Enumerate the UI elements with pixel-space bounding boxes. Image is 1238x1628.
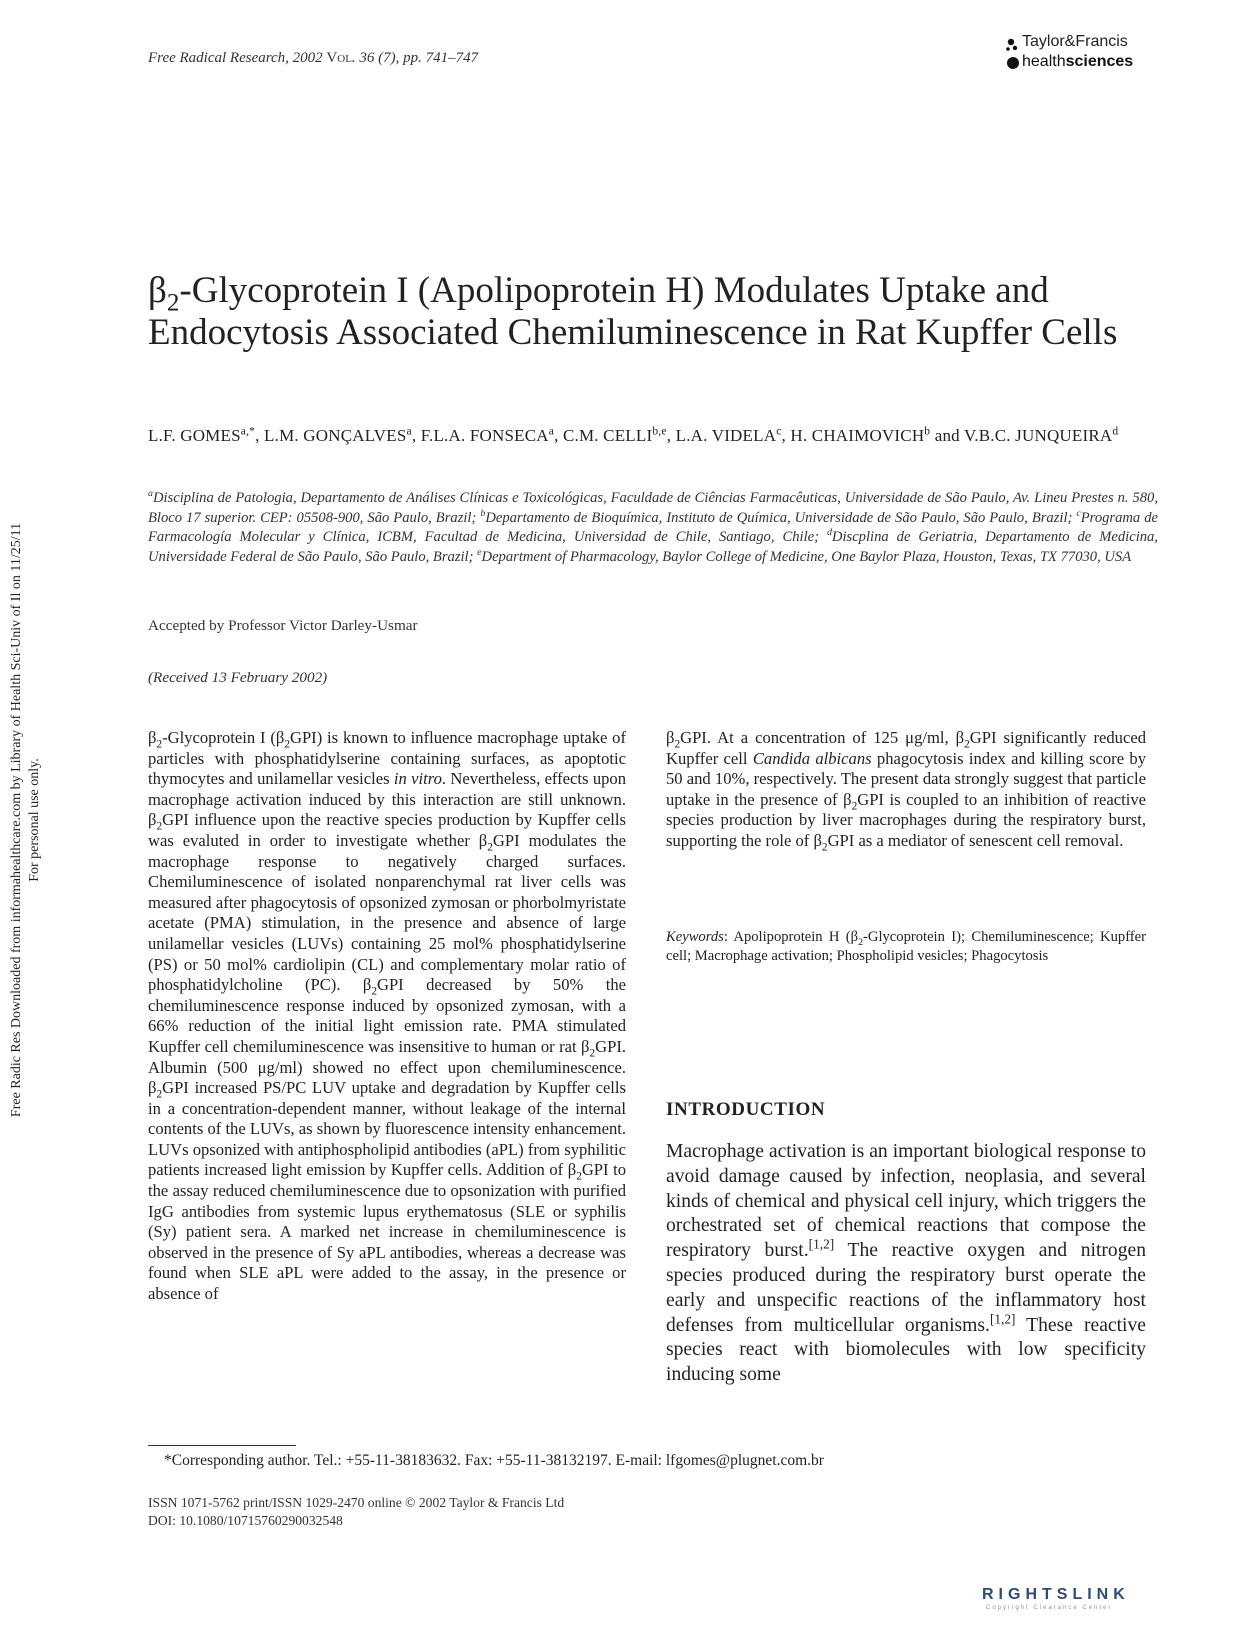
doi-line: DOI: 10.1080/10715760290032548 bbox=[148, 1513, 343, 1528]
section-heading-introduction: INTRODUCTION bbox=[666, 1099, 826, 1120]
affil-mark: a bbox=[148, 488, 153, 500]
affiliation-a: Disciplina de Patologia, Departamento de Análises Clínicas e Toxicológicas, Faculdade de Ciências Farmacêuticas, Universidade de São Paulo, Av. Lineu Prestes n. 580, Bloco 17 superior. CEP: 05508-900, São Paulo, Brazil; bbox=[148, 490, 1158, 526]
publisher-imprint bbox=[1022, 53, 1133, 71]
publisher-logo bbox=[1004, 32, 1164, 76]
download-notice-line1: Free Radic Res Downloaded from informahealthcare.com by Library of Health Sci-Univ of Il on 11/25/11 bbox=[9, 522, 24, 1118]
received-date: (Received 13 February 2002) bbox=[148, 669, 328, 686]
footnote-rule bbox=[148, 1445, 296, 1446]
introduction-text: Macrophage activation is an important biological response to avoid damage caused by infection, neoplasia, and several kinds of chemical and physical cell injury, which triggers the orchestrated set of chemical reactions that compose the respiratory burst.[1,2] The reactive oxygen and nitrogen species produced during the respiratory burst operate the early and unspecific reactions of the inflammatory host defenses from multicellular organisms.[1,2] These reactive species react with biomolecules with low specificity inducing some bbox=[666, 1141, 1146, 1386]
download-notice-text bbox=[8, 523, 44, 1117]
affiliation-d: Discplina de Geriatria, Departamento de Medicina, Universidade Federal de São Paulo, São Paulo, Brazil; bbox=[148, 529, 1159, 565]
journal-name: Free Radical Research bbox=[148, 50, 286, 66]
author-name: , F.L.A. FONSECA bbox=[411, 426, 549, 445]
author-name: , L.M. GONÇALVES bbox=[255, 426, 407, 445]
author-affil-mark: a bbox=[548, 424, 555, 438]
publisher-logo-icon bbox=[1004, 36, 1022, 72]
affiliation-b: Departamento de Bioquímica, Instituto de Química, Universidade de São Paulo, São Paulo, Brazil; bbox=[485, 509, 1077, 526]
author-affil-mark: b,e bbox=[652, 424, 667, 438]
author-affil-mark: a,* bbox=[240, 424, 256, 438]
author-name: , H. CHAIMOVICH bbox=[781, 426, 925, 445]
article-title bbox=[148, 270, 1158, 354]
publisher-name: Taylor&Francis bbox=[1022, 33, 1128, 50]
author-affil-mark: c bbox=[776, 424, 782, 438]
keywords-text: : Apolipoprotein H ($\beta_2$-Glycoprotein I); Chemiluminescence; Kupffer cell; Macrophage activation; Phospholipid vesicles; Phagocytosis bbox=[666, 929, 1146, 964]
publisher-imprint-b: sciences bbox=[1065, 53, 1134, 70]
keywords bbox=[666, 928, 1146, 965]
keywords-label: Keywords bbox=[666, 929, 724, 945]
affil-mark: b bbox=[480, 507, 486, 519]
affil-mark: c bbox=[1076, 507, 1081, 519]
rightslink-logo bbox=[982, 1586, 1192, 1616]
author-affil-mark: a bbox=[406, 424, 412, 438]
author-affil-mark: d bbox=[1112, 424, 1119, 438]
journal-volume-label: Vol bbox=[326, 50, 352, 66]
author-list bbox=[148, 425, 1148, 446]
author-name: L.F. GOMES bbox=[148, 426, 241, 445]
author-name: , L.A. VIDELA bbox=[666, 426, 777, 445]
abstract-right-column: $\beta_2GPI$. At a concentration of 125 μg/ml, $\beta_2GPI$ significantly reduced Kupffer cell Candida albicans phagocytosis index and killing score by 50 and 10%, respectively. The present data strongly suggest that particle uptake in the presence of $\beta_2GPI$ is coupled to an inhibition of reactive species production by liver macrophages during the respiratory burst, supporting the role of $\beta_2GPI$ as a mediator of senescent cell removal. bbox=[666, 728, 1146, 854]
author-affil-mark: b bbox=[924, 424, 931, 438]
journal-year: , 2002 bbox=[285, 50, 327, 66]
download-notice-line2: For personal use only. bbox=[27, 758, 42, 882]
publisher-imprint-a: health bbox=[1022, 53, 1066, 70]
abstract-left-column: $\beta_2$-Glycoprotein I $(\beta_2GPI)$ is known to influence macrophage uptake of particles with phosphatidylserine containing surfaces, as apoptotic thymocytes and unilamellar vesicles in vitro. Nevertheless, effects upon macrophage activation induced by this interaction are still unknown. $\beta_2GPI$ influence upon the reactive species production by Kupffer cells was evaluted in order to investigate whether $\beta_2GPI$ modulates the macrophage response to negatively charged surfaces. Chemiluminescence of isolated nonparenchymal rat liver cells was measured after phagocytosis of opsonized zymosan or phorbolmyristate acetate (PMA) stimulation, in the presence and absence of large unilamellar vesicles (LUVs) containing 25 mol% phosphatidylserine (PS) or 50 mol% cardiolipin (CL) and complementary molar ratio of phosphatidylcholine (PC). $\beta_2GPI$ decreased by 50% the chemiluminescence response induced by opsonized zymosan, with a 66% reduction of the initial light emission rate. PMA stimulated Kupffer cell chemiluminescence was insensitive to human or rat $\beta_2GPI$. Albumin (500 μg/ml) showed no effect upon chemiluminescence. $\beta_2GPI$ increased PS/PC LUV uptake and degradation by Kupffer cells in a concentration-dependent manner, without leakage of the internal contents of the LUVs, as shown by fluorescence intensity enhancement. LUVs opsonized with antiphospholipid antibodies (aPL) from syphilitic patients increased light emission by Kupffer cells. Addition of $\beta_2GPI$ to the assay reduced chemiluminescence due to opsonization with purified IgG antibodies from systemic lupus erythematosus (SLE or syphilis (Sy) patient sera. A marked net increase in chemiluminescence is observed in the presence of Sy aPL antibodies, whereas a decrease was found when SLE aPL were added to the assay, in the presence or absence of bbox=[148, 728, 627, 1304]
affiliation-c: Programa de Farmacología Molecular y Clínica, ICBM, Facultad de Medicina, Universidad de Chile, Santiago, Chile; bbox=[148, 509, 1158, 545]
corresponding-author-footnote: *Corresponding author. Tel.: +55-11-38183632. Fax: +55-11-38132197. E-mail: lfgomes@plugnet.com.br bbox=[164, 1452, 824, 1469]
issn-line: ISSN 1071-5762 print/ISSN 1029-2470 online © 2002 Taylor & Francis Ltd bbox=[148, 1495, 565, 1510]
affil-mark: e bbox=[477, 546, 482, 558]
title-text: -Glycoprotein I (Apolipoprotein H) Modulates Uptake and Endocytosis Associated Chemiluminescence in Rat Kupffer Cells bbox=[148, 270, 1118, 353]
affiliation-e: Department of Pharmacology, Baylor College of Medicine, One Baylor Plaza, Houston, Texas, TX 77030, USA bbox=[481, 548, 1132, 565]
title-beta: β bbox=[148, 270, 167, 311]
author-name: , C.M. CELLI bbox=[554, 426, 653, 445]
affiliations bbox=[148, 489, 1158, 567]
author-name: and V.B.C. JUNQUEIRA bbox=[930, 426, 1113, 445]
download-notice bbox=[4, 460, 48, 1180]
journal-pages: . 36 (7), pp. 741–747 bbox=[351, 50, 479, 66]
title-subscript: 2 bbox=[166, 289, 180, 317]
rightslink-wordmark: RIGHTSLINK bbox=[982, 1586, 1130, 1603]
accepted-by: Accepted by Professor Victor Darley-Usmar bbox=[148, 617, 418, 634]
journal-citation bbox=[148, 50, 478, 67]
issn-block bbox=[148, 1494, 564, 1530]
rightslink-tagline: Copyright Clearance Center bbox=[986, 1605, 1113, 1611]
affil-mark: d bbox=[826, 527, 832, 539]
